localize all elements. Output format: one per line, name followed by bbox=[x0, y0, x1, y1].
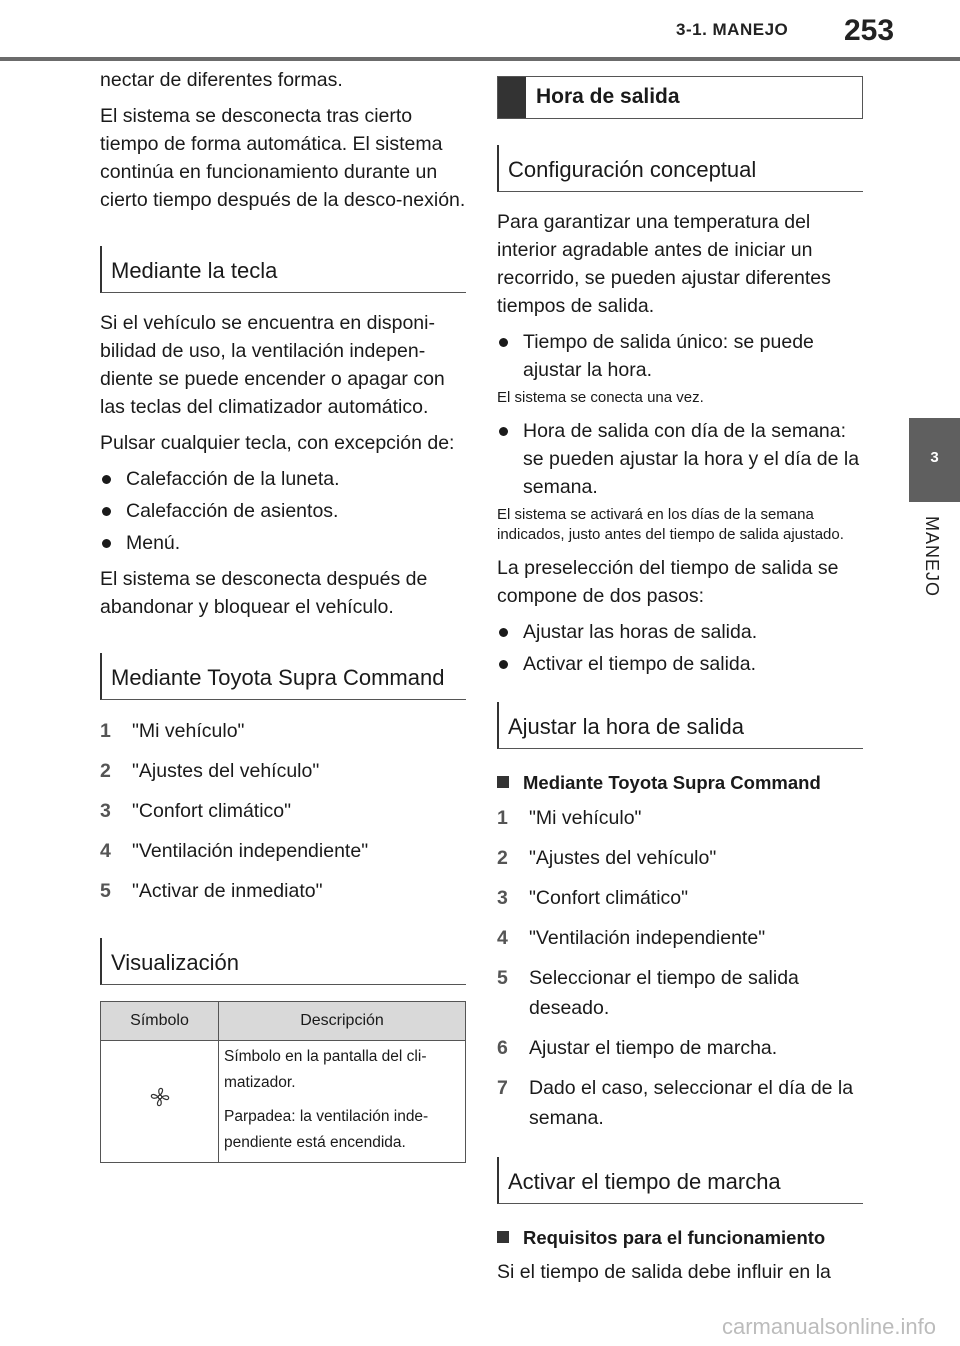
step-text: "Confort climático" bbox=[529, 887, 689, 909]
paragraph: Pulsar cualquier tecla, con excepción de: bbox=[100, 432, 455, 454]
step-number: 2 bbox=[497, 847, 508, 869]
step-number: 1 bbox=[100, 720, 111, 742]
bullet-list bbox=[497, 328, 863, 384]
step-number: 3 bbox=[497, 887, 508, 909]
subheading-tecla: Mediante la tecla bbox=[100, 246, 466, 293]
list-item: Activar el tiempo de salida. bbox=[497, 650, 863, 678]
step-text: "Ventilación independiente" bbox=[132, 840, 369, 862]
chapter-tab-label: MANEJO bbox=[922, 516, 942, 598]
square-heading: Requisitos para el funcionamiento bbox=[497, 1224, 863, 1252]
step-item bbox=[497, 1073, 863, 1133]
symbol-table bbox=[100, 1001, 466, 1163]
step-text: "Ajustes del vehículo" bbox=[132, 760, 320, 782]
step-text: Ajustar el tiempo de marcha. bbox=[529, 1037, 778, 1059]
step-number: 6 bbox=[497, 1037, 508, 1059]
step-number: 5 bbox=[100, 880, 111, 902]
step-list bbox=[497, 803, 863, 1133]
step-item bbox=[497, 963, 863, 1023]
table-header-symbol: Símbolo bbox=[101, 1002, 219, 1041]
step-number: 7 bbox=[497, 1077, 508, 1099]
step-item bbox=[497, 803, 863, 833]
subheading-activar: Activar el tiempo de marcha bbox=[497, 1157, 863, 1204]
step-text: "Mi vehículo" bbox=[132, 720, 245, 742]
left-column bbox=[100, 66, 466, 1163]
paragraph: El sistema se desconecta tras cierto tiempo de forma automática. El sistema continúa en funcionamiento durante un cierto tiempo después de la desco-nexión. bbox=[100, 105, 466, 211]
paragraph: Para garantizar una temperatura del interior agradable antes de iniciar un recorrido, se pueden ajustar diferentes tiempos de salida. bbox=[497, 211, 831, 317]
step-item bbox=[100, 756, 466, 786]
step-item bbox=[100, 716, 466, 746]
step-text: "Activar de inmediato" bbox=[132, 880, 323, 902]
step-item bbox=[497, 843, 863, 873]
table-cell-description bbox=[219, 1041, 466, 1163]
heading-marker bbox=[498, 77, 526, 118]
step-number: 3 bbox=[100, 800, 111, 822]
step-number: 1 bbox=[497, 807, 508, 829]
bullet-list bbox=[497, 417, 863, 501]
table-cell-symbol bbox=[101, 1041, 219, 1163]
subheading-visualizacion: Visualización bbox=[100, 938, 466, 985]
step-item bbox=[100, 876, 466, 906]
chapter-tab-number: 3 bbox=[930, 449, 939, 466]
table-header-description: Descripción bbox=[219, 1002, 466, 1041]
step-number: 4 bbox=[100, 840, 111, 862]
table-row bbox=[101, 1041, 466, 1163]
paragraph: nectar de diferentes formas. bbox=[100, 69, 343, 91]
section-heading-hora bbox=[497, 76, 863, 119]
heading-text: Hora de salida bbox=[536, 85, 680, 108]
list-item: Calefacción de la luneta. bbox=[100, 465, 466, 493]
step-text: "Ajustes del vehículo" bbox=[529, 847, 717, 869]
list-item: Menú. bbox=[100, 529, 466, 557]
square-heading: Mediante Toyota Supra Command bbox=[497, 769, 863, 797]
step-text: "Confort climático" bbox=[132, 800, 292, 822]
note: El sistema se activará en los días de la semana indicados, justo antes del tiempo de salida ajustado. bbox=[497, 506, 844, 543]
bullet-list bbox=[497, 618, 863, 678]
section-title: 3-1. MANEJO bbox=[676, 20, 789, 39]
step-item bbox=[497, 923, 863, 953]
subheading-config: Configuración conceptual bbox=[497, 145, 863, 192]
step-list bbox=[100, 716, 466, 906]
step-text: Dado el caso, seleccionar el día de la semana. bbox=[529, 1077, 854, 1129]
list-item: Calefacción de asientos. bbox=[100, 497, 466, 525]
fan-icon bbox=[149, 1086, 171, 1108]
paragraph: El sistema se desconecta después de abandonar y bloquear el vehículo. bbox=[100, 568, 428, 618]
step-item bbox=[497, 883, 863, 913]
step-text: "Mi vehículo" bbox=[529, 807, 642, 829]
step-number: 5 bbox=[497, 967, 508, 989]
list-item: Tiempo de salida único: se puede ajustar la hora. bbox=[497, 328, 863, 384]
list-item: Hora de salida con día de la semana: se pueden ajustar la hora y el día de la semana. bbox=[497, 417, 863, 501]
header-rule bbox=[0, 57, 960, 61]
paragraph: La preselección del tiempo de salida se compone de dos pasos: bbox=[497, 557, 839, 607]
table-header-row bbox=[101, 1002, 466, 1041]
paragraph: Si el tiempo de salida debe influir en la bbox=[497, 1261, 831, 1283]
step-number: 4 bbox=[497, 927, 508, 949]
right-column bbox=[497, 76, 863, 1294]
note: El sistema se conecta una vez. bbox=[497, 389, 704, 406]
paragraph: Si el vehículo se encuentra en disponi-bilidad de uso, la ventilación indepen-diente se puede encender o apagar con las teclas del climatizador automático. bbox=[100, 312, 445, 418]
step-item bbox=[100, 836, 466, 866]
description-line: Parpadea: la ventilación inde-pendiente está encendida. bbox=[224, 1108, 429, 1151]
subheading-command: Mediante Toyota Supra Command bbox=[100, 653, 466, 700]
description-line: Símbolo en la pantalla del cli-matizador. bbox=[224, 1048, 427, 1091]
step-item bbox=[100, 796, 466, 826]
page-number: 253 bbox=[844, 14, 895, 47]
step-text: "Ventilación independiente" bbox=[529, 927, 766, 949]
subheading-ajustar: Ajustar la hora de salida bbox=[497, 702, 863, 749]
list-item: Ajustar las horas de salida. bbox=[497, 618, 863, 646]
watermark: carmanualsonline.info bbox=[721, 1314, 936, 1339]
step-text: Seleccionar el tiempo de salida deseado. bbox=[529, 967, 799, 1019]
bullet-list bbox=[100, 465, 466, 557]
step-number: 2 bbox=[100, 760, 111, 782]
step-item bbox=[497, 1033, 863, 1063]
